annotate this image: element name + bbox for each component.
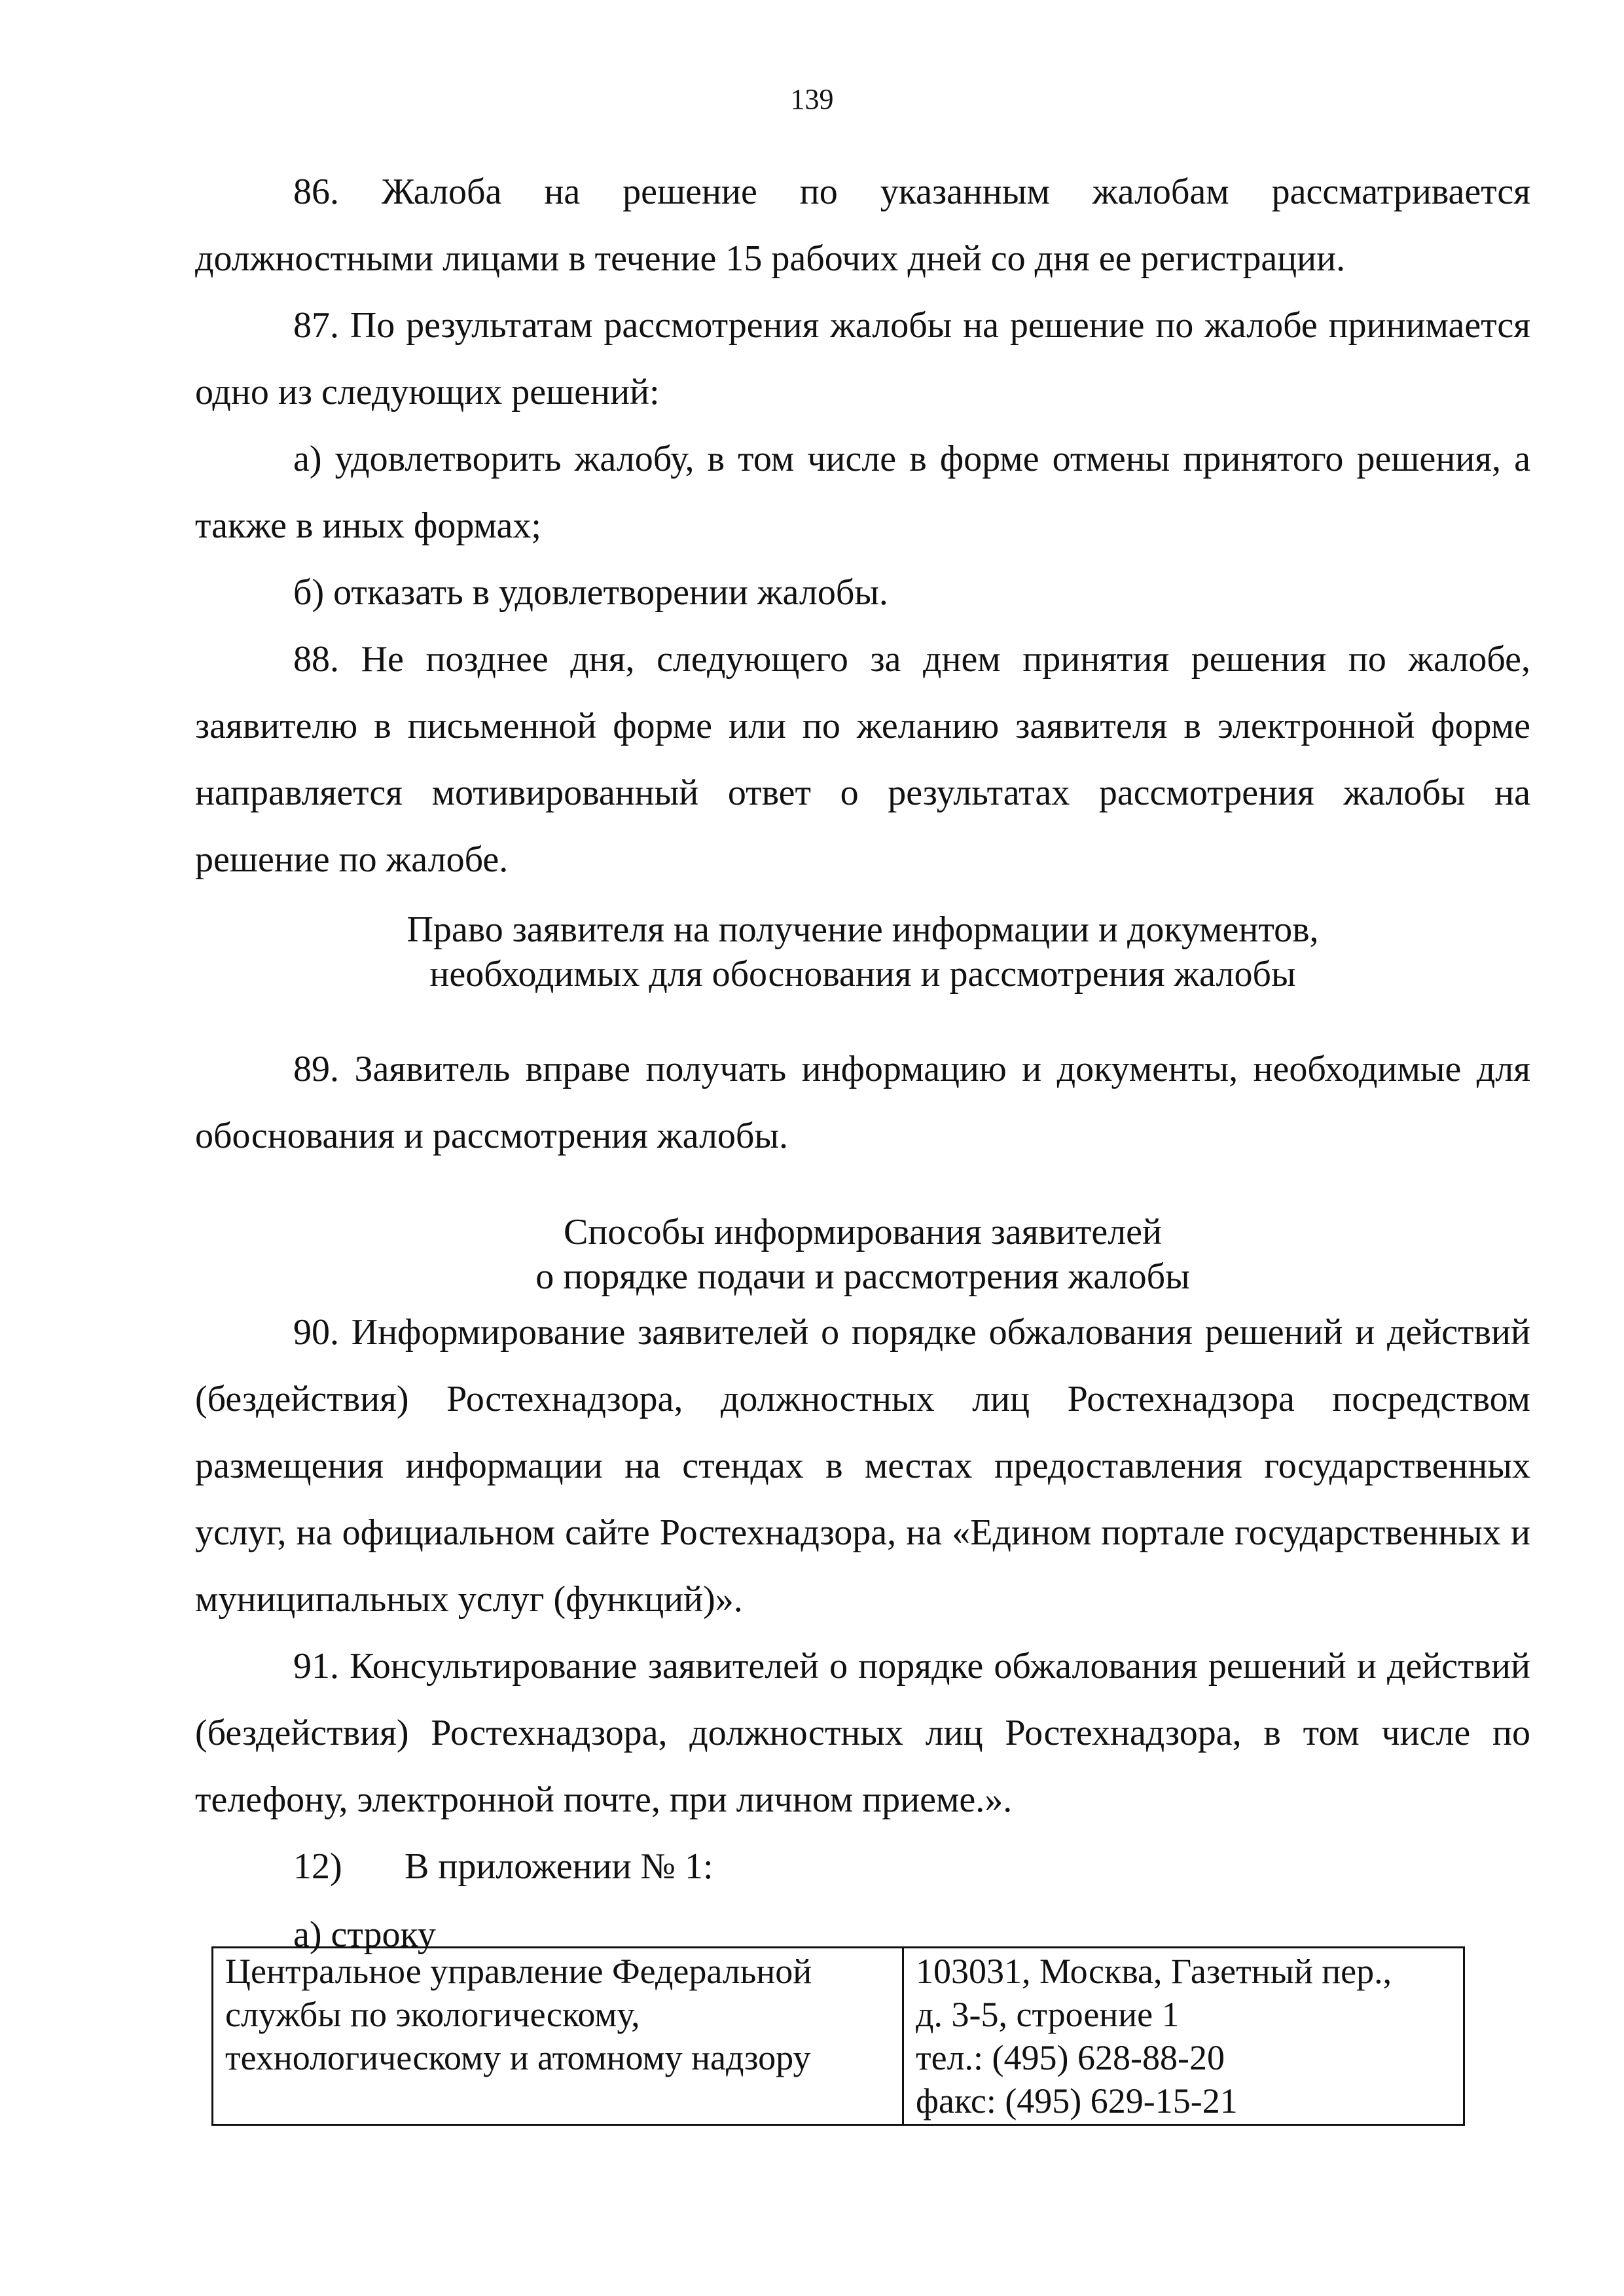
- paragraph-89: 89. Заявитель вправе получать информацию и документы, необходимые для обоснования и рассмотрения жалобы.: [195, 1049, 1530, 1156]
- organization-table: [211, 1946, 1465, 2126]
- section-heading-line: Право заявителя на получение информации и документов,: [406, 909, 1319, 950]
- paragraph-87-a: а) удовлетворить жалобу, в том числе в форме отмены принятого решения, а также в иных формах;: [195, 439, 1530, 546]
- address-line: 103031, Москва, Газетный пер.,: [916, 1952, 1392, 1991]
- organization-name-line: технологическому и атомному надзору: [225, 2038, 811, 2077]
- document-body: [195, 158, 1530, 1955]
- paragraph-91: 91. Консультирование заявителей о порядке обжалования решений и действий (бездействия) Ростехнадзора, должностных лиц Ростехнадзора, в том числе по телефону, электронной почте, при личном приеме.».: [195, 1646, 1530, 1820]
- organization-name-line: Центральное управление Федеральной: [225, 1952, 812, 1991]
- item-12-text: В приложении № 1:: [405, 1846, 713, 1887]
- table-row: [213, 1948, 1464, 2125]
- organization-name-cell: [213, 1948, 903, 2125]
- item-12: [195, 1833, 1530, 1900]
- address-line: д. 3-5, строение 1: [916, 1995, 1180, 2034]
- paragraph-88: 88. Не позднее дня, следующего за днем принятия решения по жалобе, заявителю в письменной форме или по желанию заявителя в электронной форме направляется мотивированный ответ о результатах рассмотрения жалобы на решение по жалобе.: [195, 639, 1530, 880]
- section-heading-line: о порядке подачи и рассмотрения жалобы: [535, 1256, 1190, 1297]
- section-heading-line: необходимых для обоснования и рассмотрения жалобы: [429, 954, 1296, 994]
- paragraph-90: 90. Информирование заявителей о порядке обжалования решений и действий (бездействия) Ростехнадзора, должностных лиц Ростехнадзора посредством размещения информации на стендах в местах предоставления государственных услуг, на официальном сайте Ростехнадзора, на «Едином портале государственных и муниципальных услуг (функций)».: [195, 1312, 1530, 1620]
- fax-line: факс: (495) 629-15-21: [916, 2081, 1238, 2121]
- organization-name-line: службы по экологическому,: [225, 1995, 640, 2034]
- phone-line: тел.: (495) 628-88-20: [916, 2038, 1225, 2077]
- paragraph-87: 87. По результатам рассмотрения жалобы на решение по жалобе принимается одно из следующих решений:: [195, 305, 1530, 412]
- item-12-number: 12): [293, 1846, 342, 1887]
- section-heading-line: Способы информирования заявителей: [564, 1212, 1162, 1252]
- page-number: 139: [790, 83, 834, 115]
- item-a: а) строку: [293, 1914, 436, 1955]
- organization-address-cell: [903, 1948, 1464, 2125]
- section-heading-informing-methods: [195, 1210, 1530, 1299]
- paragraph-86: 86. Жалоба на решение по указанным жалобам рассматривается должностными лицами в течение 15 рабочих дней со дня ее регистрации.: [195, 172, 1530, 279]
- section-heading-right-to-information: [195, 907, 1530, 996]
- paragraph-87-b: б) отказать в удовлетворении жалобы.: [293, 572, 888, 613]
